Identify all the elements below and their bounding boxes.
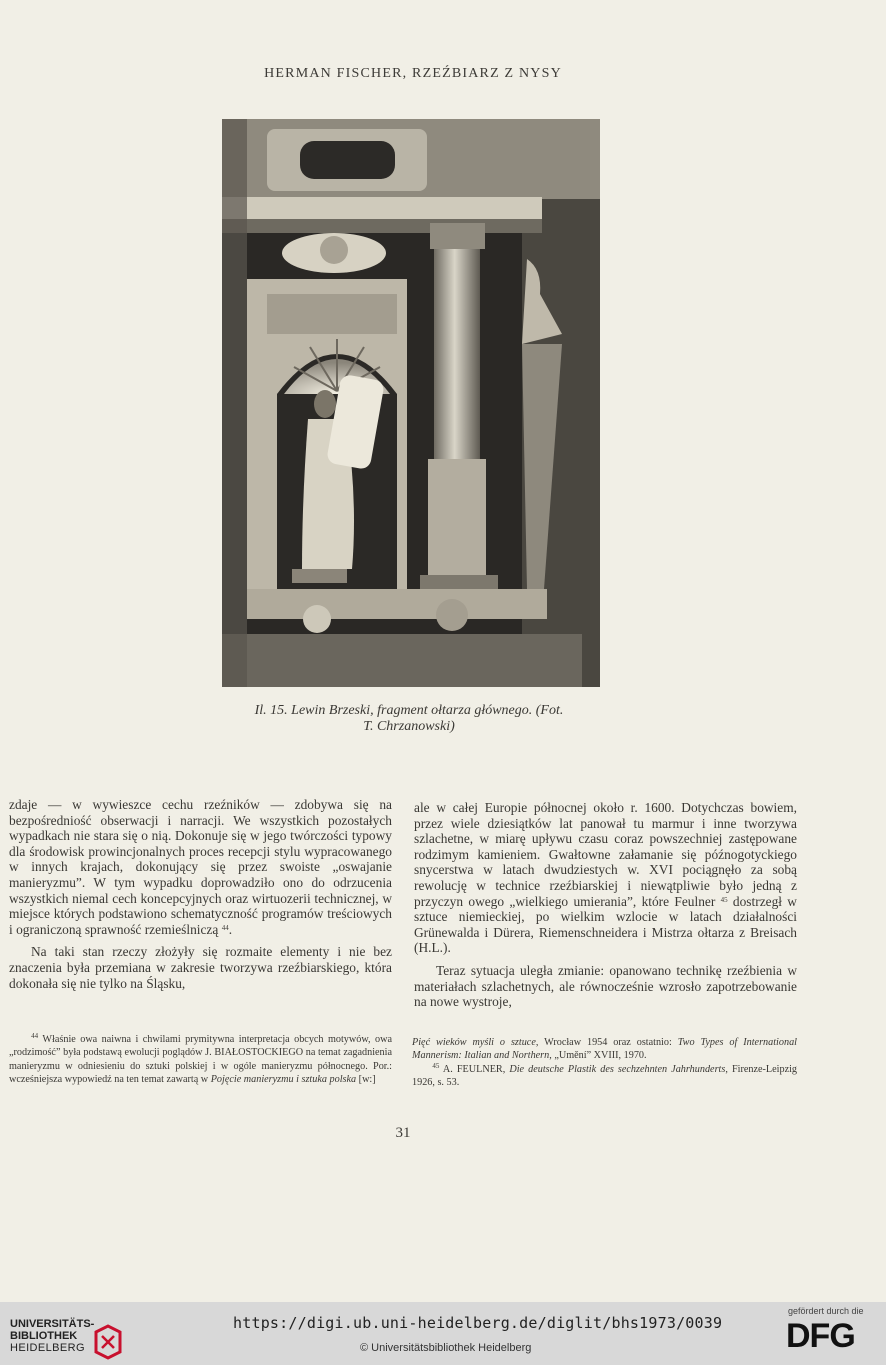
figure-photograph [222,119,600,687]
caption-line: Il. 15. Lewin Brzeski, fragment ołtarza głównego. (Fot. [254,703,564,718]
figure-caption [200,703,618,735]
library-mark-icon [92,1322,124,1362]
library-name: UNIVERSITÄTS- BIBLIOTHEK HEIDELBERG [10,1318,95,1354]
funding-note: gefördert durch die [788,1306,864,1316]
caption-line: T. Chrzanowski) [363,719,455,734]
footnote-ref: 45 [720,895,728,904]
paragraph: Na taki stan rzeczy złożyły się rozmaite elementy i nie bez znaczenia była przemiana w zakresie tworzywa rzeźbiarskiego, która dokonała się nie tylko na Śląsku, [9,944,392,991]
library-logo[interactable] [10,1318,126,1358]
footnotes-left [9,1033,392,1087]
altar-photo-illustration [222,119,600,687]
footnotes-right [412,1036,797,1090]
footnote: $^{44}$ Właśnie owa naiwna i chwilami prymitywna interpretacja obcych motywów, owa „rodzimość” była podstawą ewolucji poglądów J. BIAŁOSTOCKIEGO na temat zagadnienia manieryzmu w odniesieniu do sztuki polskiej i w ogóle manieryzmu północnego. Por.: wcześniejsza wypowiedź na ten temat zawartą w Pojęcie manieryzmu i sztuka polska [w:] [9,1032,392,1086]
viewer-footer [0,1302,886,1365]
footnote-continued: Pięć wieków myśli o sztuce, Wrocław 1954 oraz ostatnio: Two Types of International Mannerism: Italian and Northern, „Umění” XVIII, 1970. [412,1037,797,1062]
paragraph: zdaje — w wywieszce cechu rzeźników — zdobywa się na bezpośredniość obserwacji i narracji. We wszystkich pozostałych wypadkach nie stara się o nią. Dokonuje się w jego twórczości typowy dla środowisk prowincjonalnych proces recepcji stylu wypracowanego w innych krajach, dokonujący się przez swoiste „oswajanie manieryzmu”. W tym wypadku doprowadziło ono do odrzucenia wszystkich niemal cech koncepcyjnych oraz wirtuozerii technicznej, w miejsce których podstawiono schematyczność programów treściowych i ograniczoną sprawność rzemieślniczą $^{44}$. [9,797,392,937]
running-head: HERMAN FISCHER, RZEŹBIARZ Z NYSY [264,66,562,81]
paragraph: Teraz sytuacja uległa zmianie: opanowano technikę rzeźbienia w materiałach szlachetnych, ale równocześnie wzrosło zapotrzebowanie na nowe wystroje, [414,962,797,1010]
paragraph: ale w całej Europie północnej około r. 1600. Dotychczas bowiem, przez wiele dziesiątków lat panował tu marmur i inne tworzywa szlachetne, w miarę upływu czasu coraz powszechniej zastępowane rodzimym kamieniem. Gwałtowne załamanie się późnogotyckiego snycerstwa w latach dwudziestych w. XVI pociągnęło za sobą rewolucję w technice rzeźbiarskiej i niewątpliwie było jedną z przyczyn owego „wielkiego umierania”, które Feulner $^{45}$ dostrzegł w sztuce niemieckiej, po wielkim wzlocie w latach działalności Grünewalda i Dürera, Riemenschneidera i Mistrza ołtarza z Breisach (H.L.). [414,800,797,956]
text-column-right [414,800,797,1010]
copyright-notice: © Universitätsbibliothek Heidelberg [360,1342,532,1354]
dfg-logo[interactable]: DFG [786,1317,855,1355]
page-number: 31 [395,1125,411,1141]
text-column-left [9,797,392,991]
permalink-url[interactable]: https://digi.ub.uni-heidelberg.de/diglit/bhs1973/0039 [233,1314,723,1332]
footnote-ref: 44 [221,923,229,932]
footnote: $^{45}$ A. FEULNER, Die deutsche Plastik des sechzehnten Jahrhunderts, Firenze-Leipzig 1926, s. 53. [412,1061,798,1089]
